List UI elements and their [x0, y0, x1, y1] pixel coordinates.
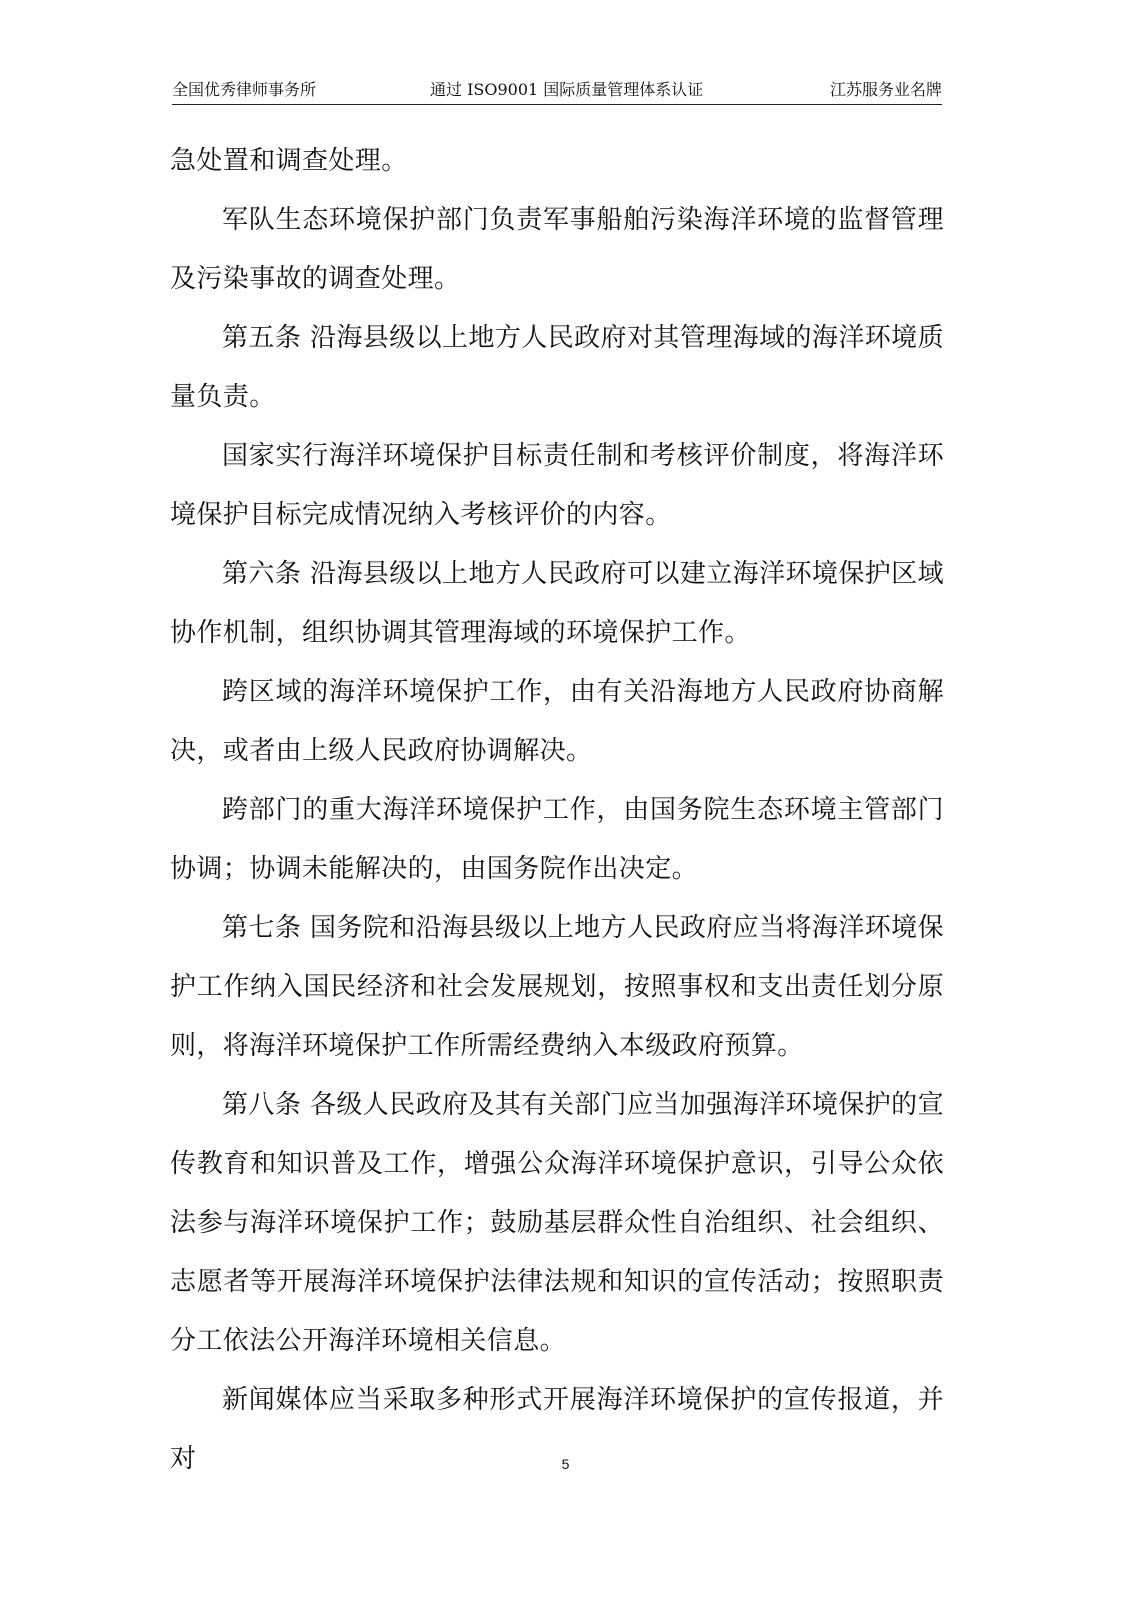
paragraph-continuation: 急处置和调查处理。	[170, 146, 408, 176]
document-body	[170, 132, 944, 1489]
page-number: 5	[561, 1456, 570, 1472]
paragraph: 军队生态环境保护部门负责军事船舶污染海洋环境的监督管理及污染事故的调查处理。	[170, 205, 944, 294]
paragraph: 新闻媒体应当采取多种形式开展海洋环境保护的宣传报道，并对	[170, 1385, 944, 1474]
paragraph-article-7: 第七条 国务院和沿海县级以上地方人民政府应当将海洋环境保护工作纳入国民经济和社会发展规划，按照事权和支出责任划分原则，将海洋环境保护工作所需经费纳入本级政府预算。	[170, 913, 944, 1061]
paragraph: 国家实行海洋环境保护目标责任制和考核评价制度，将海洋环境保护目标完成情况纳入考核评价的内容。	[170, 441, 944, 530]
header-certification: 通过 ISO9001 国际质量管理体系认证	[430, 80, 704, 99]
header-firm-title: 全国优秀律师事务所	[172, 80, 317, 99]
paragraph-article-8: 第八条 各级人民政府及其有关部门应当加强海洋环境保护的宣传教育和知识普及工作，增强公众海洋环境保护意识，引导公众依法参与海洋环境保护工作；鼓励基层群众性自治组织、社会组织、志愿者等开展海洋环境保护法律法规和知识的宣传活动；按照职责分工依法公开海洋环境相关信息。	[170, 1090, 944, 1356]
paragraph: 跨部门的重大海洋环境保护工作，由国务院生态环境主管部门协调；协调未能解决的，由国务院作出决定。	[170, 795, 944, 884]
paragraph-article-6: 第六条 沿海县级以上地方人民政府可以建立海洋环境保护区域协作机制，组织协调其管理海域的环境保护工作。	[170, 559, 944, 648]
paragraph-article-5: 第五条 沿海县级以上地方人民政府对其管理海域的海洋环境质量负责。	[170, 323, 944, 412]
paragraph: 跨区域的海洋环境保护工作，由有关沿海地方人民政府协商解决，或者由上级人民政府协调解决。	[170, 677, 944, 766]
page-header	[172, 78, 942, 105]
header-brand: 江苏服务业名牌	[829, 80, 942, 99]
